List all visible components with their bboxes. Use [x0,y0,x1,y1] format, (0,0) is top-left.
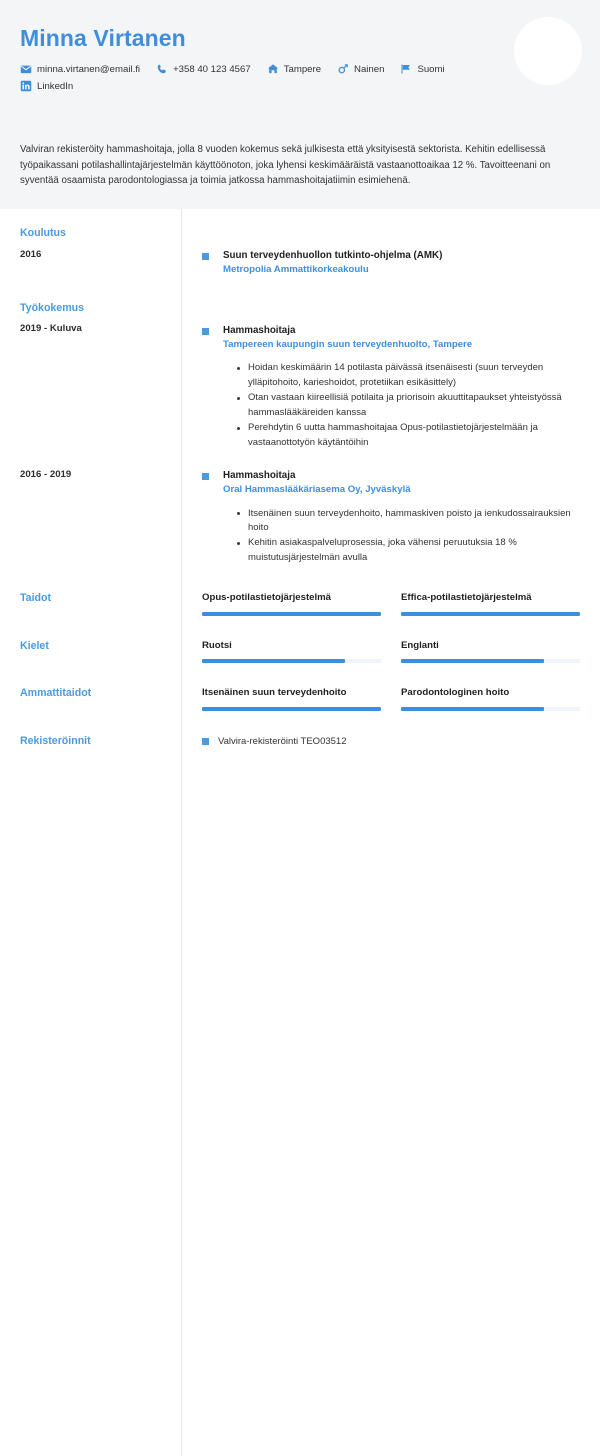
resume-header [0,0,600,142]
square-bullet-icon [202,738,209,745]
professional-skill-progress-fill [202,707,381,711]
professional-skill-item [401,687,580,710]
summary-text: Valviran rekisteröity hammashoitaja, jolla 8 vuoden kokemus sekä julkisesta että yksityisestä sektorista. Kehitin edellisessä työpaikassani potilashallintajärjestelmän käyttöönoton, joka lyhensi keskimääräistä vastaanottoaikaa 12 %. Tavoitteenani on syventää osaamista parodontologiassa ja toimia jatkossa hammashoitajatiimin esimiehenä. [20,144,551,187]
phone-icon [156,63,168,75]
contact-linkedin[interactable] [20,80,73,92]
list-item [202,324,580,451]
registration-label: Valvira-rekisteröinti TEO03512 [218,735,347,747]
experience-employer-1: Oral Hammaslääkäriasema Oy, Jyväskylä [223,484,411,496]
skill-item [202,592,381,615]
section-experience [0,302,600,451]
education-institution: Metropolia Ammattikorkeakoulu [223,264,369,276]
language-label: Ruotsi [202,639,232,651]
contact-gender-label: Nainen [354,63,385,75]
flag-icon [400,63,412,75]
section-education [0,227,600,278]
language-item [202,640,381,663]
experience-role-1: Hammashoitaja [223,469,296,481]
experience-left-column-1 [20,469,181,481]
contact-nationality-label: Suomi [417,63,445,75]
contact-row-secondary [20,80,580,92]
section-experience-second [0,469,600,566]
contact-linkedin-label: LinkedIn [37,80,74,92]
language-item [401,640,580,663]
professional-skill-label: Itsenäinen suun terveydenhoito [202,687,347,699]
section-title-education: Koulutus [20,227,66,240]
experience-left-column [20,302,181,336]
skills-left-column [20,592,181,614]
contact-email-label: minna.virtanen@email.fi [37,63,141,75]
contact-nationality [400,63,444,75]
experience-employer-0: Tampereen kaupungin suun terveydenhuolto, Tampere [223,338,473,350]
experience-date-1: 2016 - 2019 [20,468,72,480]
contact-phone[interactable] [156,63,251,75]
experience-date-0: 2019 - Kuluva [20,323,82,335]
professional-skill-label: Parodontologinen hoito [401,687,510,699]
section-registrations [0,735,600,757]
skill-progress-fill [202,612,381,616]
square-bullet-icon [202,473,209,480]
list-item: Hoidan keskimäärin 14 potilasta päivässä itsenäisesti (suun terveyden ylläpitohoito, karieshoidot, protetiikan esikäsittely) [237,361,580,390]
avatar [514,17,582,85]
skill-progress-fill [401,612,580,616]
experience-role-0: Hammashoitaja [223,324,296,336]
contact-location [267,63,321,75]
home-icon [267,63,279,75]
list-item: Kehitin asiakaspalveluprosessia, joka vähensi peruutuksia 18 % muistutusjärjestelmän avulla [237,536,580,565]
contact-phone-label: +358 40 123 4567 [173,63,251,75]
professional-skill-item [202,687,381,710]
language-progress-fill [202,659,345,663]
experience-right-column-0 [181,302,580,451]
skill-progress-track [202,612,381,616]
list-item: Perehdytin 6 uutta hammashoitajaa Opus-potilastietojärjestelmään ja vastaanottotyön käytäntöihin [237,421,580,450]
professional-skill-progress-fill [401,707,544,711]
list-item [202,735,580,748]
contact-email[interactable] [20,63,140,75]
skill-progress-track [401,612,580,616]
education-right-column [181,227,580,278]
email-icon [20,63,32,75]
list-item [202,469,580,566]
experience-right-column-1 [181,469,580,566]
skill-label: Opus-potilastietojärjestelmä [202,592,332,604]
page-title: Minna Virtanen [20,25,186,51]
contact-details [20,63,580,92]
skill-label: Effica-potilastietojärjestelmä [401,592,532,604]
registrations-left-column [20,735,181,757]
languages-right-column [181,640,580,663]
registrations-right-column [181,735,580,748]
professional-skills-left-column [20,687,181,709]
square-bullet-icon [202,328,209,335]
languages-left-column [20,640,181,662]
section-title-professional-skills: Ammattitaidot [20,687,92,700]
language-label: Englanti [401,639,439,651]
section-languages [0,640,600,663]
contact-location-label: Tampere [283,63,322,75]
education-degree: Suun terveydenhuollon tutkinto-ohjelma (AMK) [223,250,443,262]
language-progress-track [401,659,580,663]
list-item: Itsenäinen suun terveydenhoito, hammaskiven poisto ja ienkudossairauksien hoito [237,507,580,536]
square-bullet-icon [202,253,209,260]
professional-skills-grid [202,687,580,710]
section-title-skills: Taidot [20,592,51,605]
list-item [202,249,580,278]
contact-row-primary [20,63,580,75]
skills-right-column [181,592,580,615]
gender-icon [337,63,349,75]
professional-skill-progress-track [202,707,381,711]
language-progress-track [202,659,381,663]
skill-item [401,592,580,615]
summary-section [0,142,600,209]
languages-grid [202,640,580,663]
section-title-registrations: Rekisteröinnit [20,734,91,747]
education-date: 2016 [20,248,42,260]
professional-skills-right-column [181,687,580,710]
resume-body [0,209,600,756]
list-item: Otan vastaan kiireellisiä potilaita ja priorisoin akuuttitapaukset yhteistyössä hammaslääkäreiden kanssa [237,391,580,420]
language-progress-fill [401,659,544,663]
contact-gender [337,63,384,75]
section-title-experience: Työkokemus [20,301,84,314]
section-skills [0,592,600,615]
education-left-column [20,227,181,261]
professional-skill-progress-track [401,707,580,711]
experience-bullets-0 [223,361,580,450]
skills-grid [202,592,580,615]
linkedin-icon [20,80,32,92]
section-professional-skills [0,687,600,710]
experience-bullets-1 [223,507,580,566]
section-title-languages: Kielet [20,639,49,652]
